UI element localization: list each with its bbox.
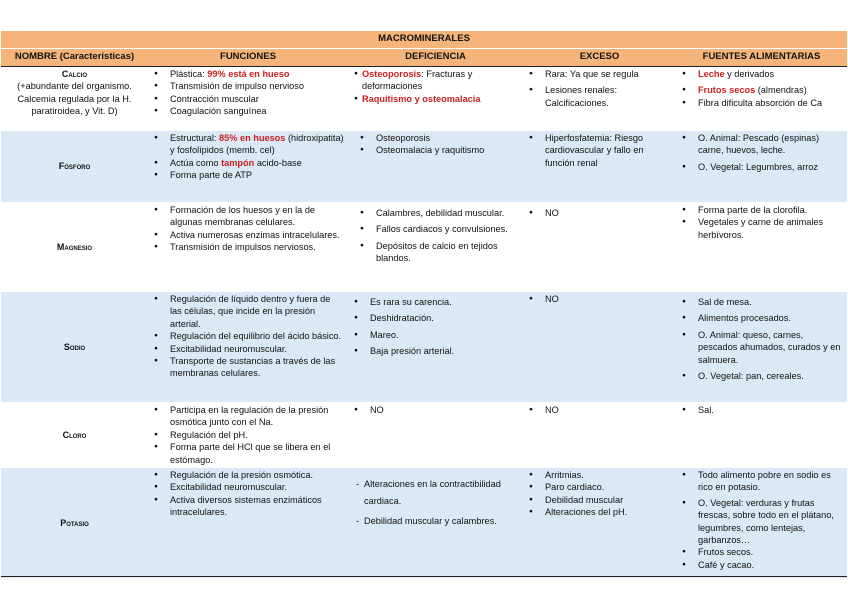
cell-name-magnesio	[1, 203, 148, 292]
macrominerales-table	[1, 31, 847, 579]
list-item: - Debilidad muscular y calambres.	[352, 513, 519, 530]
mineral-name: Cloro	[62, 429, 87, 440]
list-item: ● Regulación del pH.	[152, 429, 344, 441]
list-item: ● Mareo.	[352, 329, 519, 341]
mineral-note: (+abundante del organismo. Calcemia regulada por la H. paratiroidea, y Vit. D)	[17, 81, 132, 117]
mineral-name: Potasio	[60, 517, 89, 528]
cell-exceso-magnesio	[523, 203, 676, 292]
list-item: ● Transporte de sustancias a través de las membranas celulares.	[152, 355, 344, 380]
table-bottom-rule	[1, 576, 847, 577]
list-item: ● Osteoporosis: Fracturas y deformaciones	[352, 68, 519, 93]
list-item: ● O. Animal: Pescado (espinas) carne, huevos, leche.	[680, 132, 843, 157]
list-item: ● Transmisión de impulso nervioso	[152, 80, 344, 92]
mineral-name: Magnesio	[56, 241, 93, 252]
list-item: ● Regulación de líquido dentro y fuera de las células, que incide en la presión arterial.	[152, 293, 344, 330]
list-item: ● O. Vegetal: pan, cereales.	[680, 370, 843, 382]
list-item: ● Formación de los huesos y en la de algunas membranas celulares.	[152, 204, 344, 229]
cell-funciones-potasio	[148, 468, 348, 579]
list-item: ● Alimentos procesados.	[680, 312, 843, 324]
cell-name-fosforo	[1, 131, 148, 203]
cell-exceso-fosforo	[523, 131, 676, 203]
list-item: ● Activa numerosas enzimas intracelulares.	[152, 229, 344, 241]
list-item: ● Es rara su carencia.	[352, 296, 519, 308]
mineral-name: Sodio	[63, 341, 86, 352]
cell-fuentes-fosforo	[676, 131, 847, 203]
header-nombre: NOMBRE (Características)	[1, 49, 148, 67]
cell-exceso-sodio	[523, 292, 676, 403]
list-item: ● O. Vegetal: Legumbres, arroz	[680, 161, 843, 173]
list-item: ● NO	[527, 404, 672, 416]
row-cloro	[1, 403, 847, 468]
cell-name-cloro	[1, 403, 148, 468]
cell-exceso-cloro	[523, 403, 676, 468]
list-item: ● Fibra dificulta absorción de Ca	[680, 97, 843, 109]
list-item: ● Regulación de la presión osmótica.	[152, 469, 344, 481]
list-item: ● Fallos cardiacos y convulsiones.	[352, 223, 519, 235]
list-item: ● Baja presión arterial.	[352, 345, 519, 357]
list-item: ● Alteraciones del pH.	[527, 506, 672, 518]
cell-fuentes-magnesio	[676, 203, 847, 292]
list-item: ● Osteoporosis	[352, 132, 519, 144]
list-item: ● Plástica: 99% está en hueso	[152, 68, 344, 80]
row-fosforo	[1, 131, 847, 203]
cell-exceso-calcio	[523, 67, 676, 131]
list-item: ● Transmisión de impulsos nerviosos.	[152, 241, 344, 253]
row-calcio	[1, 67, 847, 131]
list-item: ● Excitabilidad neuromuscular.	[152, 481, 344, 493]
list-item: ● Forma parte del HCl que se libera en el estómago.	[152, 441, 344, 466]
list-item: ● Deshidratación.	[352, 312, 519, 324]
list-item: ● Lesiones renales: Calcificaciones.	[527, 84, 672, 109]
list-item: - Alteraciones en la contractibilidad cardiaca.	[352, 476, 519, 509]
list-item: ● Café y cacao.	[680, 559, 843, 571]
list-item: ● Leche y derivados	[680, 68, 843, 80]
list-item: ● Regulación del equilibrio del ácido básico.	[152, 330, 344, 342]
list-item: ● Raquitismo y osteomalacia	[352, 93, 519, 105]
list-item: ● Depósitos de calcio en tejidos blandos.	[352, 240, 519, 265]
mineral-name: Fósforo	[58, 161, 91, 172]
list-item: ● Frutos secos (almendras)	[680, 84, 843, 96]
list-item: ● Actúa como tampón acido-base	[152, 157, 344, 169]
list-item: ● Arritmias.	[527, 469, 672, 481]
cell-funciones-magnesio	[148, 203, 348, 292]
cell-name-potasio	[1, 468, 148, 579]
header-deficiencia: DEFICIENCIA	[348, 49, 523, 67]
list-item: ● Vegetales y carne de animales herbívoros.	[680, 216, 843, 241]
cell-fuentes-sodio	[676, 292, 847, 403]
list-item: ● NO	[352, 404, 519, 416]
list-item: ● Frutos secos.	[680, 546, 843, 558]
cell-funciones-sodio	[148, 292, 348, 403]
cell-name-calcio	[1, 67, 148, 131]
list-item: ● O. Animal: queso, carnes, pescados ahumados, curados y en salmuera.	[680, 329, 843, 366]
list-item: ● Coagulación sanguínea	[152, 105, 344, 117]
cell-fuentes-calcio	[676, 67, 847, 131]
table-title-row	[1, 31, 847, 49]
list-item: ● Rara: Ya que se regula	[527, 68, 672, 80]
cell-deficiencia-calcio	[348, 67, 523, 131]
row-sodio	[1, 292, 847, 403]
list-item: ● Excitabilidad neuromuscular.	[152, 343, 344, 355]
list-item: ● Sal de mesa.	[680, 296, 843, 308]
list-item: ● NO	[527, 293, 672, 305]
list-item: ● Paro cardiaco.	[527, 481, 672, 493]
list-item: ● Forma parte de la clorofila.	[680, 204, 843, 216]
cell-funciones-calcio	[148, 67, 348, 131]
cell-fuentes-potasio	[676, 468, 847, 579]
cell-name-sodio	[1, 292, 148, 403]
header-funciones: FUNCIONES	[148, 49, 348, 67]
cell-deficiencia-magnesio	[348, 203, 523, 292]
cell-funciones-cloro	[148, 403, 348, 468]
cell-deficiencia-cloro	[348, 403, 523, 468]
cell-funciones-fosforo	[148, 131, 348, 203]
cell-deficiencia-sodio	[348, 292, 523, 403]
row-potasio	[1, 468, 847, 579]
cell-deficiencia-potasio	[348, 468, 523, 579]
list-item: ● Todo alimento pobre en sodio es rico en potasio.	[680, 469, 843, 494]
list-item: ● Calambres, debilidad muscular.	[352, 207, 519, 219]
header-exceso: EXCESO	[523, 49, 676, 67]
list-item: ● O. Vegetal: verduras y frutas frescas, sobre todo en el plátano, legumbres, como lentejas, garbanzos…	[680, 497, 843, 547]
list-item: ● Debilidad muscular	[527, 494, 672, 506]
list-item: ● Osteomalacia y raquitismo	[352, 144, 519, 156]
list-item: ● Estructural: 85% en huesos (hidroxipatita) y fosfolípidos (memb. cel)	[152, 132, 344, 157]
mineral-name: Calcio	[61, 69, 88, 79]
cell-fuentes-cloro	[676, 403, 847, 468]
cell-exceso-potasio	[523, 468, 676, 579]
list-item: ● Forma parte de ATP	[152, 169, 344, 181]
row-magnesio	[1, 203, 847, 292]
list-item: ● Hiperfosfatemia: Riesgo cardiovascular y fallo en función renal	[527, 132, 672, 169]
header-fuentes: FUENTES ALIMENTARIAS	[676, 49, 847, 67]
list-item: ● Sal.	[680, 404, 843, 416]
list-item: ● Contracción muscular	[152, 93, 344, 105]
list-item: ● NO	[527, 207, 672, 219]
table-title: MACROMINERALES	[1, 31, 847, 49]
cell-deficiencia-fosforo	[348, 131, 523, 203]
list-item: ● Activa diversos sistemas enzimáticos intracelulares.	[152, 494, 344, 519]
list-item: ● Participa en la regulación de la presión osmótica junto con el Na.	[152, 404, 344, 429]
table-header-row	[1, 49, 847, 67]
